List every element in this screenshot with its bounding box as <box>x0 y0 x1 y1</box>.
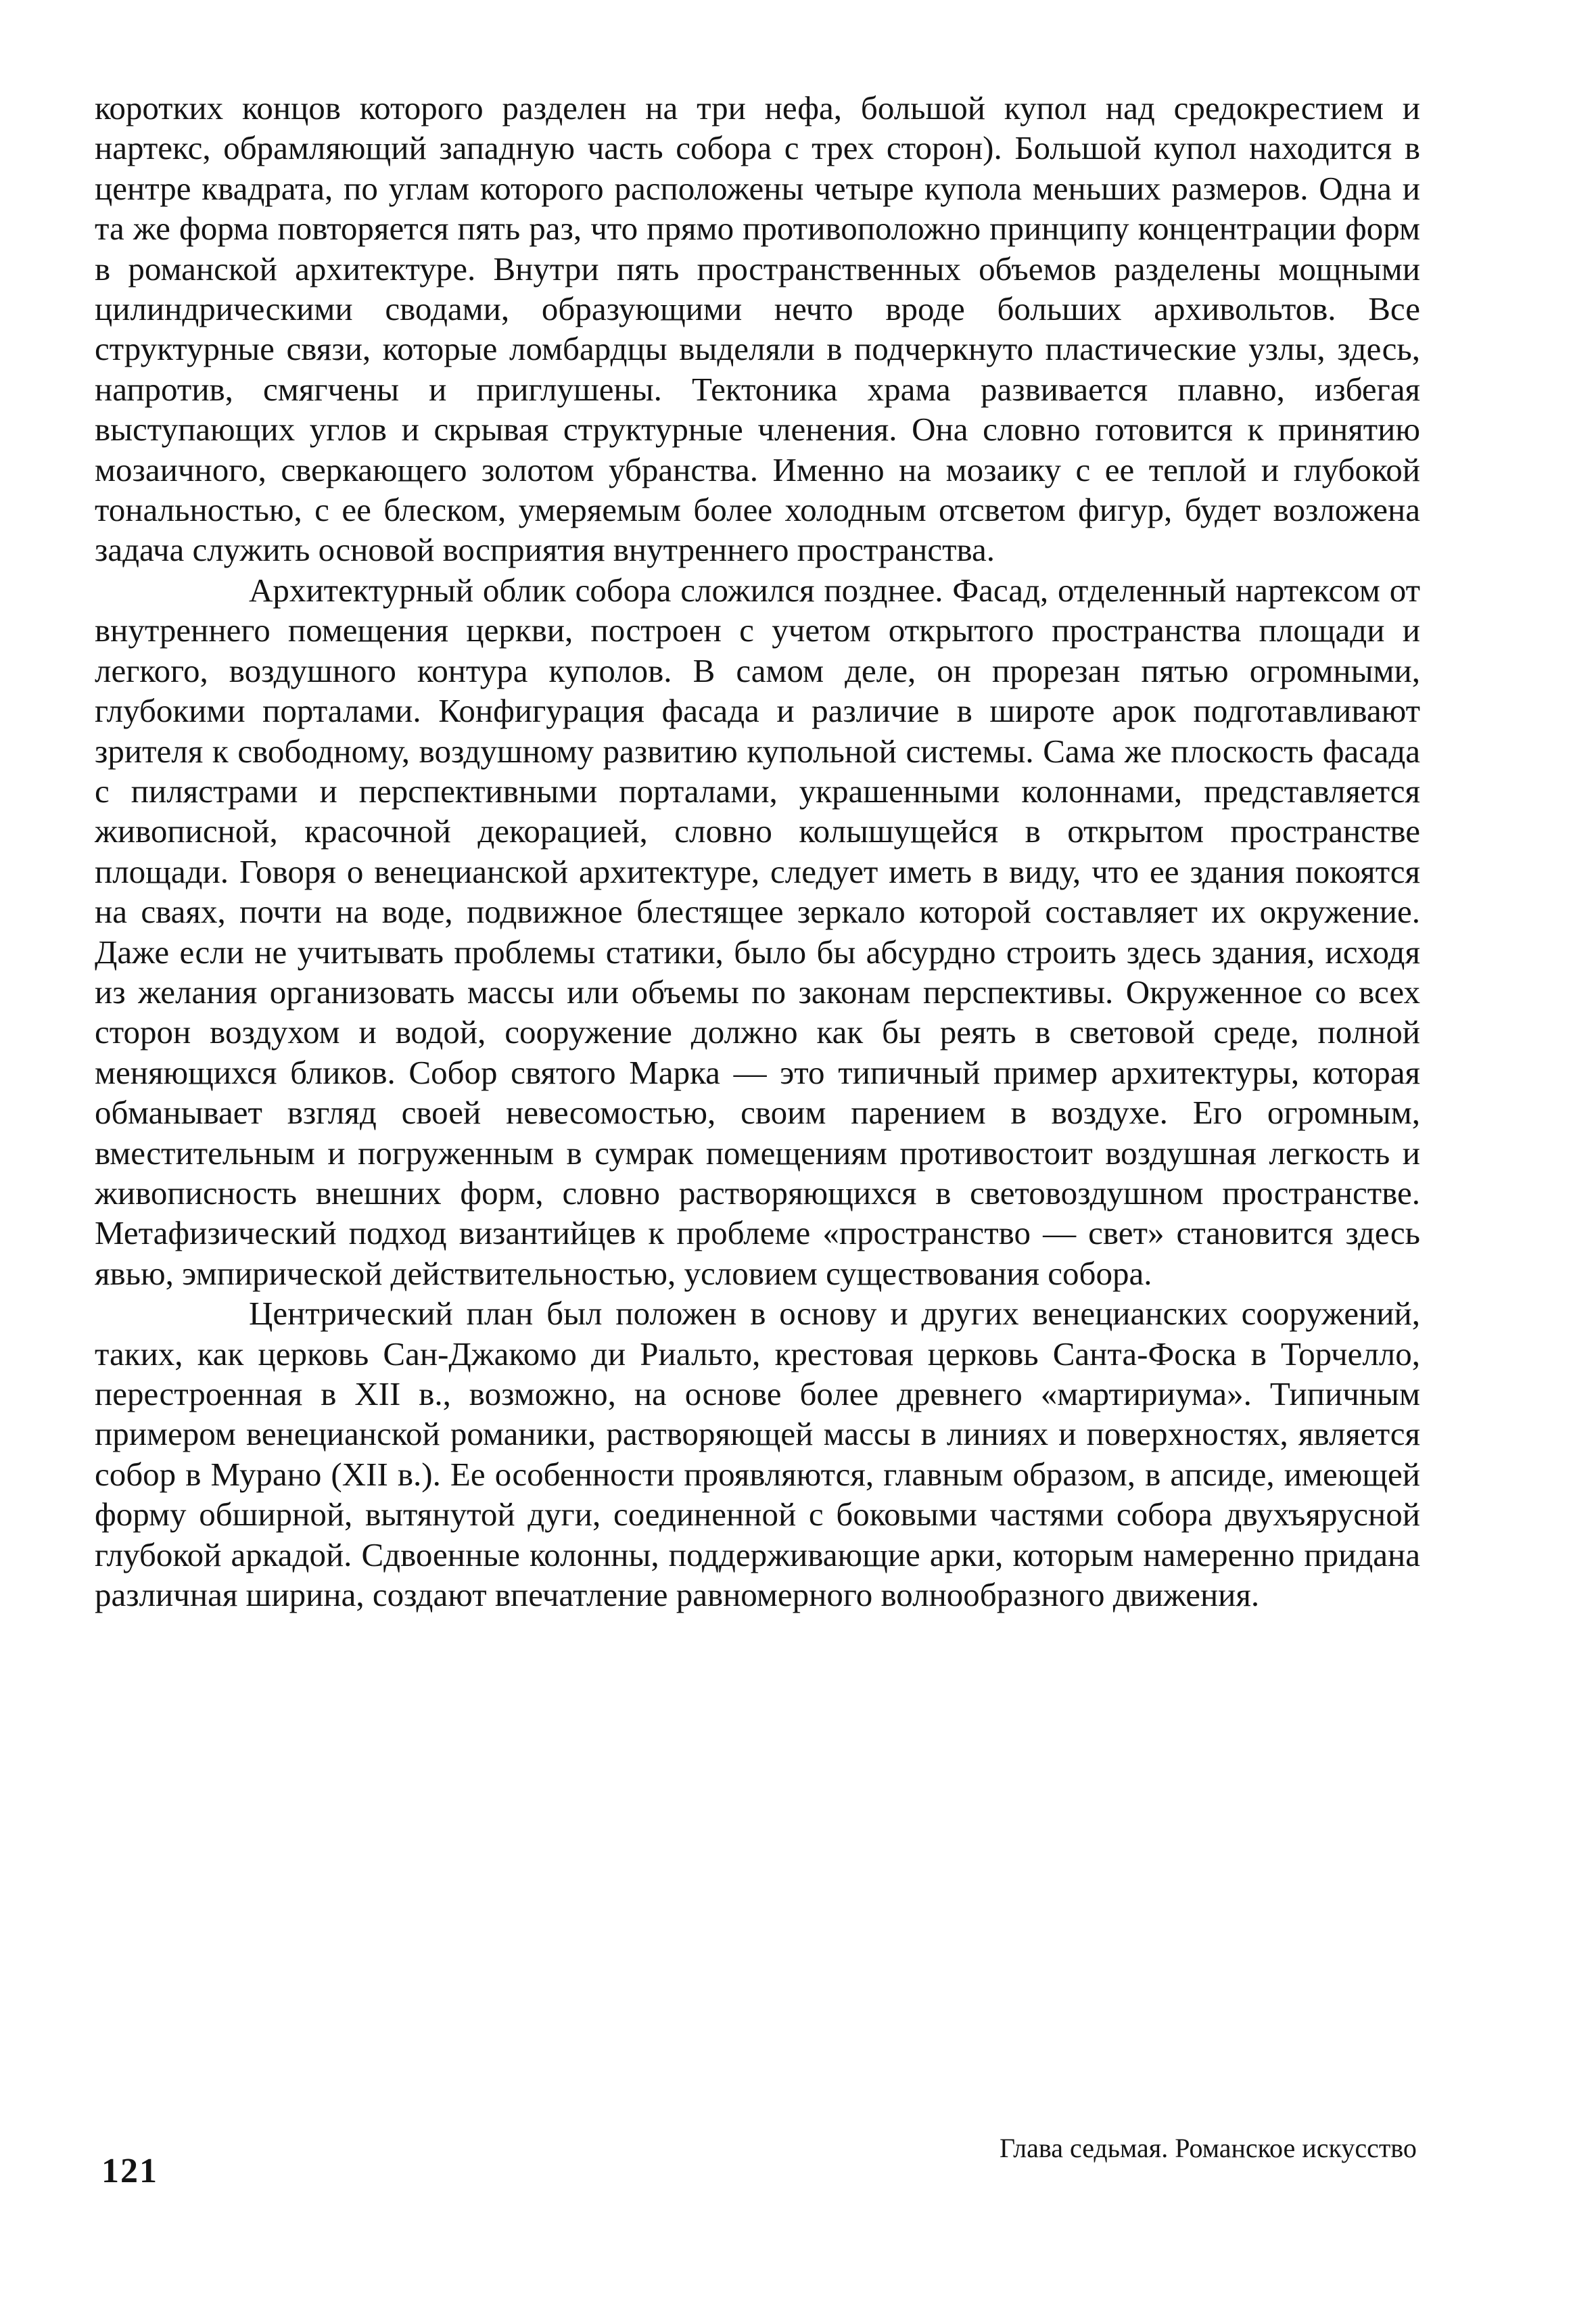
paragraph-2: Архитектурный облик собора сложился позднее. Фасад, отделенный нартексом от внутреннего помещения церкви, построен с учетом открытого пространства площади и легкого, воздушного контура куполов. В самом деле, он прорезан пятью огромными, глубокими порталами. Конфигурация фасада и различие в широте арок подготавливают зрителя к свободному, воздушному развитию купольной системы. Сама же плоскость фасада с пилястрами и перспективными порталами, украшенными колоннами, представляется живописной, красочной декорацией, словно колышущейся в открытом пространстве площади. Говоря о венецианской архитектуре, следует иметь в виду, что ее здания покоятся на сваях, почти на воде, подвижное блестящее зеркало которой составляет их окружение. Даже если не учитывать проблемы статики, было бы абсурдно строить здесь здания, исходя из желания организовать массы или объемы по законам перспективы. Окруженное со всех сторон воздухом и водой, сооружение должно как бы реять в световой среде, полной меняющихся бликов. Собор святого Марка — это типичный пример архитектуры, которая обманывает взгляд своей невесомостью, своим парением в воздухе. Его огромным, вместительным и погруженным в сумрак помещениям противостоит воздушная легкость и живописность внешних форм, словно растворяющихся в световоздушном пространстве. Метафизический подход византийцев к проблеме «пространство — свет» становится здесь явью, эмпирической действительностью, условием существования собора. <box>95 571 1420 1292</box>
page-body-text <box>95 88 1420 1615</box>
paragraph-3: Центрический план был положен в основу и других венецианских сооружений, таких, как церковь Сан-Джакомо ди Риальто, крестовая церковь Санта-Фоска в Торчелло, перестроенная в XII в., возможно, на основе более древнего «мартириума». Типичным примером венецианской романики, растворяющей массы в линиях и поверхностях, является собор в Мурано (XII в.). Ее особенности проявляются, главным образом, в апсиде, имеющей форму обширной, вытянутой дуги, соединенной с боковыми частями собора двухъярусной глубокой аркадой. Сдвоенные колонны, поддерживающие арки, которым намеренно придана различная ширина, создают впечатление равномерного волнообразного движения. <box>95 1295 1420 1614</box>
page-number: 121 <box>101 2152 158 2190</box>
paragraph-1: коротких концов которого разделен на три нефа, большой купол над средокрестием и нартекс, обрамляющий западную часть собора с трех сторон). Большой купол находится в центре квадрата, по углам которого расположены четыре купола меньших размеров. Одна и та же форма повторяется пять раз, что прямо противоположно принципу концентрации форм в романской архитектуре. Внутри пять пространственных объемов разделены мощными цилиндрическими сводами, образующими нечто вроде больших архивольтов. Все структурные связи, которые ломбардцы выделяли в подчеркнуто пластические узлы, здесь, напротив, смягчены и приглушены. Тектоника храма развивается плавно, избегая выступающих углов и скрывая структурные членения. Она словно готовится к принятию мозаичного, сверкающего золотом убранства. Именно на мозаику с ее теплой и глубокой тональностью, с ее блеском, умеряемым более холодным отсветом фигур, будет возложена задача служить основой восприятия внутреннего пространства. <box>95 89 1420 569</box>
running-head-chapter-title: Глава седьмая. Романское искусство <box>1000 2133 1417 2163</box>
